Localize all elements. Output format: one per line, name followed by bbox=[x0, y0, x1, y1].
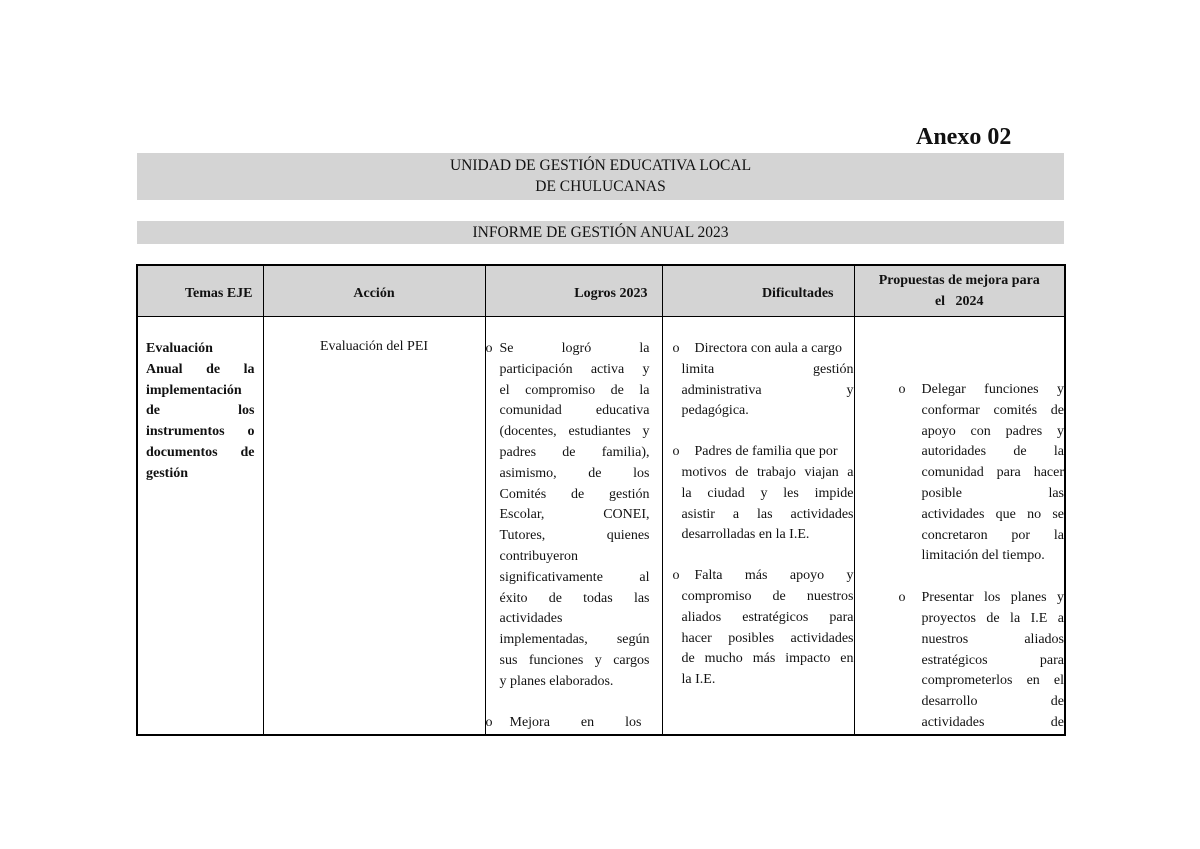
col-header-temas-eje: Temas EJE bbox=[137, 265, 263, 317]
logros-line: contribuyeron bbox=[499, 548, 579, 564]
eje-line: documentos de bbox=[146, 444, 255, 460]
list-item bbox=[486, 693, 662, 734]
bullet-marker: o bbox=[672, 341, 680, 356]
dificultades-line: Padres de familia que por bbox=[694, 444, 838, 460]
eje-line: Anual de la bbox=[146, 361, 255, 377]
table-row bbox=[137, 317, 1065, 735]
dificultades-line: la ciudad y les impide bbox=[681, 485, 854, 501]
logros-line: actividades bbox=[499, 611, 563, 627]
eje-text bbox=[138, 317, 263, 485]
propuestas-line: Delegar funciones y bbox=[921, 382, 1064, 397]
logros-line: el compromiso de la bbox=[499, 382, 650, 398]
propuestas-list bbox=[855, 317, 1065, 734]
propuestas-line: posible las bbox=[921, 485, 1064, 501]
logros-line: asimismo, de los bbox=[499, 465, 650, 481]
bullet-marker: o bbox=[485, 341, 493, 356]
logros-list bbox=[486, 317, 662, 734]
propuestas-line: Presentar los planes y bbox=[921, 590, 1064, 606]
dificultades-list bbox=[663, 317, 854, 734]
propuestas-line: comprometerlos en el bbox=[921, 673, 1064, 689]
logros-line: implementadas, según bbox=[499, 632, 650, 648]
list-item bbox=[855, 567, 1065, 734]
propuestas-line: desarrollo de bbox=[921, 694, 1064, 710]
col-header-accion: Acción bbox=[263, 265, 485, 317]
col-header-logros: Logros 2023 bbox=[485, 265, 662, 317]
logros-line: participación activa y bbox=[499, 361, 650, 377]
propuestas-line: concretaron por la bbox=[921, 527, 1064, 543]
logros-line: comunidad educativa bbox=[499, 403, 650, 419]
dificultades-line: la I.E. bbox=[681, 672, 716, 688]
list-item bbox=[855, 317, 1065, 567]
cell-dificultades bbox=[662, 317, 854, 735]
logros-line: significativamente al bbox=[499, 569, 650, 585]
propuestas-line: nuestros aliados bbox=[921, 631, 1064, 647]
dificultades-line: hacer posibles actividades bbox=[681, 630, 854, 646]
dificultades-line: administrativa y bbox=[681, 382, 854, 398]
propuestas-line: proyectos de la I.E a bbox=[921, 610, 1064, 626]
logros-line: padres de familia), bbox=[499, 444, 650, 460]
cell-eje bbox=[137, 317, 263, 735]
logros-line: Comités de gestión bbox=[499, 486, 650, 502]
logros-line: Tutores, quienes bbox=[499, 528, 650, 544]
bullet-marker: o bbox=[898, 590, 906, 606]
list-item bbox=[663, 422, 854, 546]
dificultades-line: limita gestión bbox=[681, 361, 854, 377]
dificultades-line: asistir a las actividades bbox=[681, 506, 854, 522]
eje-line: gestión bbox=[146, 465, 188, 481]
cell-accion bbox=[263, 317, 485, 735]
dificultades-line: aliados estratégicos para bbox=[681, 609, 854, 625]
report-title: INFORME DE GESTIÓN ANUAL 2023 bbox=[137, 221, 1064, 244]
dificultades-line: compromiso de nuestros bbox=[681, 588, 854, 604]
logros-line: éxito de todas las bbox=[499, 590, 650, 606]
logros-line: (docentes, estudiantes y bbox=[499, 424, 650, 440]
propuestas-line: autoridades de la bbox=[921, 444, 1064, 460]
col-header-propuestas-line2: el 2024 bbox=[934, 294, 984, 309]
annex-title: Anexo 02 bbox=[916, 124, 1012, 150]
bullet-marker: o bbox=[672, 568, 680, 584]
propuestas-line: limitación del tiempo. bbox=[921, 548, 1045, 564]
eje-line: Evaluación bbox=[146, 341, 213, 356]
dificultades-line: de mucho más impacto en bbox=[681, 651, 854, 667]
propuestas-line: actividades que no se bbox=[921, 506, 1064, 522]
bullet-marker: o bbox=[485, 714, 493, 730]
dificultades-line: desarrolladas en la I.E. bbox=[681, 527, 810, 543]
propuestas-line: conformar comités de bbox=[921, 402, 1064, 418]
table-header-row bbox=[137, 265, 1065, 317]
org-name-line1: UNIDAD DE GESTIÓN EDUCATIVA LOCAL bbox=[449, 157, 752, 174]
dificultades-line: pedagógica. bbox=[681, 403, 749, 419]
propuestas-line: apoyo con padres y bbox=[921, 423, 1064, 439]
cell-logros bbox=[485, 317, 662, 735]
eje-line: instrumentos o bbox=[146, 424, 255, 440]
cell-propuestas bbox=[854, 317, 1065, 735]
logros-line: sus funciones y cargos bbox=[499, 652, 650, 668]
logros-line: Escolar, CONEI, bbox=[499, 507, 650, 523]
org-name-line2: DE CHULUCANAS bbox=[535, 178, 666, 195]
logros-line: Mejora en los bbox=[509, 714, 642, 730]
eje-line: de los bbox=[146, 403, 255, 419]
report-table bbox=[136, 264, 1066, 736]
col-header-propuestas-line1: Propuestas de mejora para bbox=[878, 273, 1040, 288]
logros-line: Se logró la bbox=[499, 341, 650, 356]
list-item bbox=[663, 546, 854, 691]
list-item bbox=[486, 317, 662, 693]
dificultades-line: Falta más apoyo y bbox=[694, 568, 854, 584]
propuestas-line: estratégicos para bbox=[921, 652, 1064, 668]
propuestas-line: actividades de bbox=[921, 714, 1064, 730]
bullet-marker: o bbox=[672, 444, 680, 460]
eje-line: implementación bbox=[146, 382, 242, 398]
bullet-marker: o bbox=[898, 382, 906, 397]
header-band bbox=[137, 153, 1064, 200]
dificultades-line: Directora con aula a cargo bbox=[694, 341, 842, 356]
dificultades-line: motivos de trabajo viajan a bbox=[681, 464, 854, 480]
propuestas-line: comunidad para hacer bbox=[921, 465, 1064, 481]
logros-line: y planes elaborados. bbox=[499, 673, 614, 689]
list-item bbox=[663, 317, 854, 422]
col-header-dificultades: Dificultades bbox=[662, 265, 854, 317]
col-header-propuestas bbox=[854, 265, 1065, 317]
accion-text: Evaluación del PEI bbox=[319, 339, 429, 354]
